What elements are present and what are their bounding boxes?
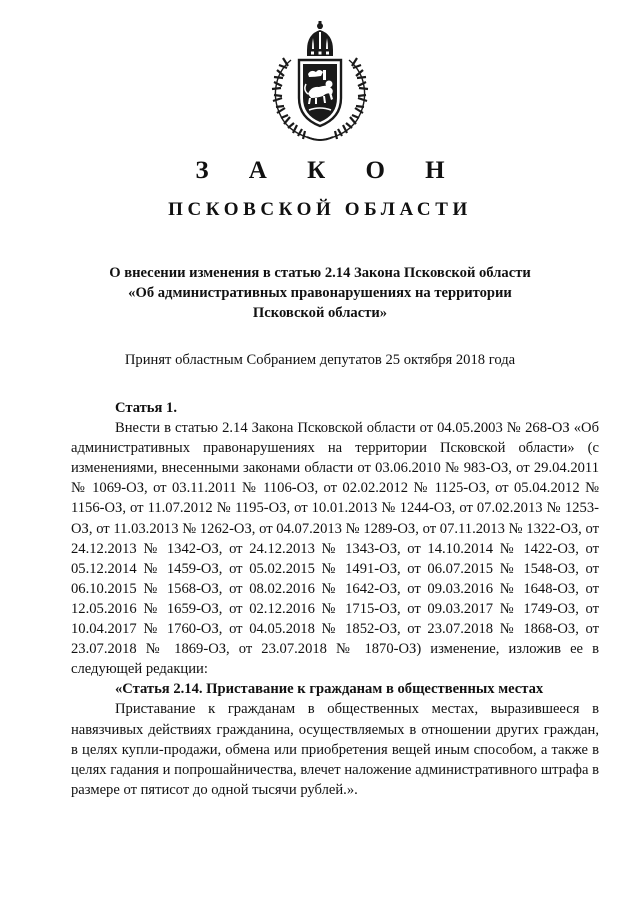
subject-line: О внесении изменения в статью 2.14 Закона Псковской области: [109, 265, 531, 281]
law-body: [71, 398, 599, 800]
new-article-text: Приставание к гражданам в общественных местах, выразившееся в навязчивых действиях гражданина, осуществляемых в отношении других граждан, в целях купли-продажи, обмена или приобретения вещей иным способом, а также в целях гадания и попрошайничества, влечет наложение административного штрафа в размере от пятисот до одной тысячи рублей.».: [71, 701, 599, 798]
article-text: Внести в статью 2.14 Закона Псковской области от 04.05.2003 № 268-ОЗ «Об административных правонарушениях на территории Псковской области» (с изменениями, внесенными законами области от 03.06.2010 № 983-ОЗ, от 29.04.2011 № 1069-ОЗ, от 03.11.2011 № 1106-ОЗ, от 02.02.2012 № 1125-ОЗ, от 05.04.2012 № 1156-ОЗ, от 11.07.2012 № 1195-ОЗ, от 10.01.2013 № 1244-ОЗ, от 07.02.2013 № 1253-ОЗ, от 11.03.2013 № 1262-ОЗ, от 04.07.2013 № 1289-ОЗ, от 07.11.2013 № 1322-ОЗ, от 24.12.2013 № 1342-ОЗ, от 24.12.2013 № 1343-ОЗ, от 14.10.2014 № 1422-ОЗ, от 05.12.2014 № 1459-ОЗ, от 05.02.2015 № 1491-ОЗ, от 06.07.2015 № 1548-ОЗ, от 06.10.2015 № 1568-ОЗ, от 08.02.2016 № 1642-ОЗ, от 09.03.2016 № 1648-ОЗ, от 12.05.2016 № 1659-ОЗ, от 02.12.2016 № 1715-ОЗ, от 09.03.2017 № 1749-ОЗ, от 10.04.2017 № 1760-ОЗ, от 04.05.2018 № 1852-ОЗ, от 23.07.2018 № 1868-ОЗ, от 23.07.2018 № 1869-ОЗ, от 23.07.2018 № 1870-ОЗ) изменение, изложив ее в следующей редакции:: [71, 420, 599, 678]
new-article-heading: «Статья 2.14. Приставание к гражданам в общественных местах: [115, 681, 544, 698]
coat-of-arms-icon: [261, 20, 379, 145]
article-heading: Статья 1.: [115, 400, 177, 416]
law-subject: [100, 263, 540, 323]
law-title: З А К О Н: [195, 157, 462, 184]
region-title: ПСКОВСКОЙ ОБЛАСТИ: [168, 199, 472, 220]
subject-line: Псковской области»: [252, 305, 388, 321]
subject-line: «Об административных правонарушениях на территории: [128, 285, 512, 301]
adoption-statement: Принят областным Собранием депутатов 25 октября 2018 года: [124, 352, 516, 368]
